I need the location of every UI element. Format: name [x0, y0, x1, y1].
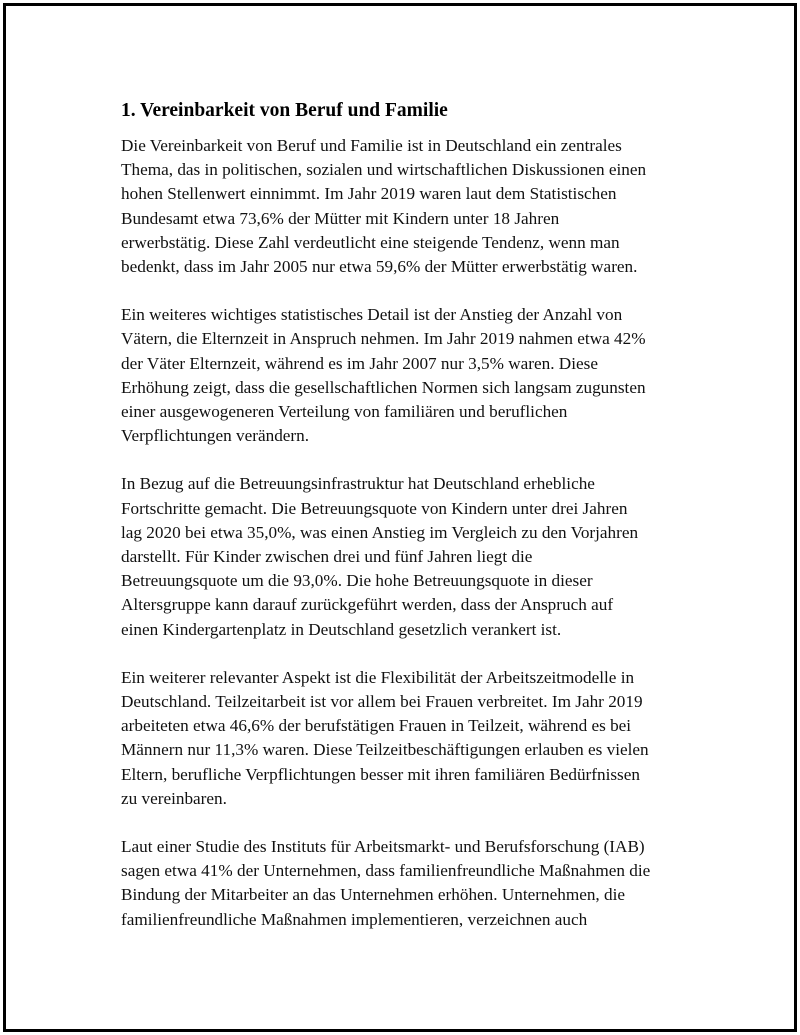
paragraph-2: Ein weiteres wichtiges statistisches Detail ist der Anstieg der Anzahl von Vätern, die Elternzeit in Anspruch nehmen. Im Jahr 2019 nahmen etwa 42% der Väter Elternzeit, während es im Jahr 2007 nur 3,5% waren. Diese Erhöhung zeigt, dass die gesellschaftlichen Normen sich langsam zugunsten einer ausgewogeneren Verteilung von familiären und beruflichen Verpflichtungen verändern. [121, 305, 646, 446]
paragraph-4: Ein weiterer relevanter Aspekt ist die Flexibilität der Arbeitszeitmodelle in Deutschland. Teilzeitarbeit ist vor allem bei Frauen verbreitet. Im Jahr 2019 arbeiteten etwa 46,6% der berufstätigen Frauen in Teilzeit, während es bei Männern nur 11,3% waren. Diese Teilzeitbeschäftigungen erlauben es vielen Eltern, berufliche Verpflichtungen besser mit ihren familiären Bedürfnissen zu vereinbaren. [121, 667, 649, 808]
paragraph-3: In Bezug auf die Betreuungsinfrastruktur hat Deutschland erhebliche Fortschritte gemacht. Die Betreuungsquote von Kindern unter drei Jahren lag 2020 bei etwa 35,0%, was einen Anstieg im Vergleich zu den Vorjahren darstellt. Für Kinder zwischen drei und fünf Jahren liegt die Betreuungsquote um die 93,0%. Die hohe Betreuungsquote in dieser Altersgruppe kann darauf zurückgeführt werden, dass der Anspruch auf einen Kindergartenplatz in Deutschland gesetzlich verankert ist. [121, 474, 639, 639]
paragraph-1: Die Vereinbarkeit von Beruf und Familie ist in Deutschland ein zentrales Thema, das in politischen, sozialen und wirtschaftlichen Diskussionen einen hohen Stellenwert einnimmt. Im Jahr 2019 waren laut dem Statistischen Bundesamt etwa 73,6% der Mütter mit Kindern unter 18 Jahren erwerbstätig. Diese Zahl verdeutlicht eine steigende Tendenz, wenn man bedenkt, dass im Jahr 2005 nur etwa 59,6% der Mütter erwerbstätig waren. [121, 136, 647, 277]
section-heading: 1. Vereinbarkeit von Beruf und Familie [121, 100, 448, 121]
paragraph-5: Laut einer Studie des Instituts für Arbeitsmarkt- und Berufsforschung (IAB) sagen etwa 41% der Unternehmen, dass familienfreundliche Maßnahmen die Bindung der Mitarbeiter an das Unternehmen erhöhen. Unternehmen, die familienfreundliche Maßnahmen implementieren, verzeichnen auch [121, 837, 651, 929]
document-content [121, 98, 696, 956]
page-frame [3, 3, 797, 1032]
